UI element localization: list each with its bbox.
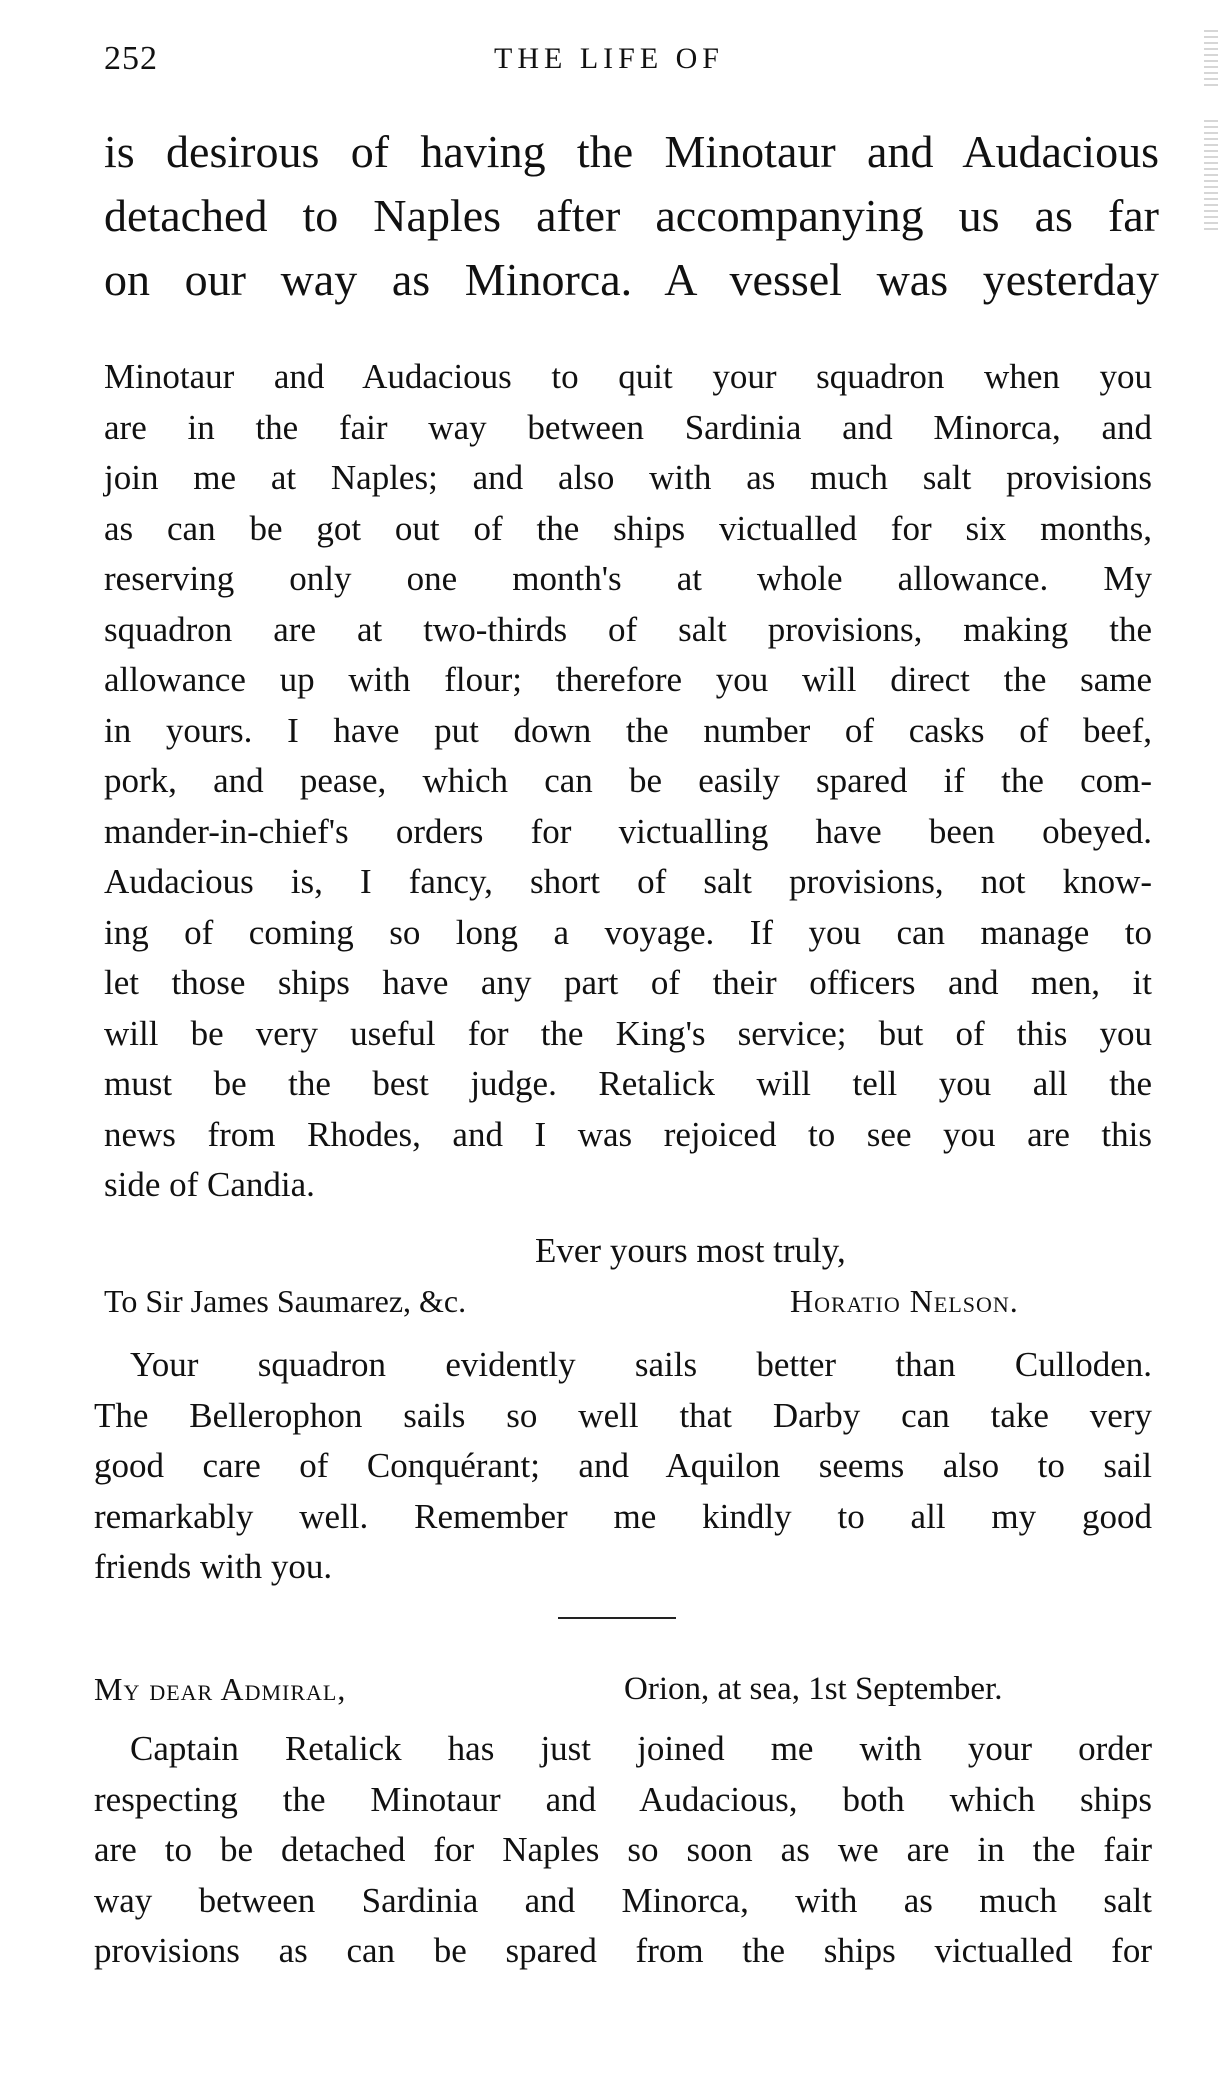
- text-line: will be very useful for the King's service; but of this you: [104, 1013, 1152, 1053]
- text-line: let those ships have any part of their officers and men, it: [104, 963, 1152, 1002]
- running-head: THE LIFE OF: [494, 42, 724, 75]
- text-line: allowance up with flour; therefore you will direct the same: [104, 660, 1152, 699]
- letter-signature: Horatio Nelson.: [790, 1283, 1019, 1319]
- text-line: is desirous of having the Minotaur and Audacious: [104, 126, 1159, 177]
- text-line: pork, and pease, which can be easily spared if the com-: [104, 761, 1152, 800]
- text-line: friends with you.: [94, 1547, 333, 1586]
- text-line: way between Sardinia and Minorca, with as much salt: [94, 1880, 1152, 1920]
- text-line: Captain Retalick has just joined me with your order: [130, 1729, 1152, 1768]
- letter-dateline: Orion, at sea, 1st September.: [624, 1671, 1003, 1707]
- letter-body: [94, 1724, 1152, 1977]
- text-line: provisions as can be spared from the ships victualled for: [94, 1931, 1152, 1970]
- letter-closing: Ever yours most truly,: [535, 1231, 846, 1270]
- text-line: on our way as Minorca. A vessel was yesterday: [104, 254, 1159, 305]
- text-line: in yours. I have put down the number of casks of beef,: [104, 710, 1152, 750]
- text-line: squadron are at two-thirds of salt provisions, making the: [104, 609, 1152, 649]
- postscript: [94, 1340, 1152, 1593]
- text-line: are in the fair way between Sardinia and Minorca, and: [104, 407, 1152, 447]
- text-line: respecting the Minotaur and Audacious, both which ships: [94, 1779, 1152, 1819]
- text-line: as can be got out of the ships victualled for six months,: [104, 508, 1152, 548]
- letter-addressee: To Sir James Saumarez, &c.: [104, 1283, 467, 1319]
- text-line: Audacious is, I fancy, short of salt provisions, not know-: [104, 862, 1152, 901]
- text-line: Your squadron evidently sails better than Culloden.: [130, 1345, 1152, 1384]
- text-line: news from Rhodes, and I was rejoiced to see you are this: [104, 1114, 1152, 1154]
- letter-body: [104, 352, 1152, 1211]
- text-line: must be the best judge. Retalick will tell you all the: [104, 1064, 1152, 1103]
- text-line: Minotaur and Audacious to quit your squadron when you: [104, 357, 1152, 396]
- text-line: ing of coming so long a voyage. If you can manage to: [104, 912, 1152, 952]
- page-edge-mark: [1204, 30, 1218, 90]
- overlaid-text-fragment: [104, 120, 1159, 312]
- text-line: The Bellerophon sails so well that Darby can take very: [94, 1395, 1152, 1435]
- text-line: mander-in-chief's orders for victualling have been obeyed.: [104, 811, 1152, 851]
- letter-salutation: My dear Admiral,: [94, 1671, 347, 1707]
- text-line: are to be detached for Naples so soon as we are in the fair: [94, 1830, 1152, 1869]
- section-divider: [558, 1617, 676, 1619]
- page-edge-mark: [1204, 120, 1218, 230]
- page-number: 252: [104, 40, 158, 77]
- text-line: good care of Conquérant; and Aquilon seems also to sail: [94, 1446, 1152, 1485]
- text-line: reserving only one month's at whole allowance. My: [104, 559, 1152, 598]
- text-line: detached to Naples after accompanying us as far: [104, 190, 1159, 241]
- page-header: [104, 40, 1154, 92]
- text-line: remarkably well. Remember me kindly to all my good: [94, 1496, 1152, 1536]
- text-line: join me at Naples; and also with as much salt provisions: [104, 458, 1152, 497]
- text-line: side of Candia.: [104, 1165, 315, 1204]
